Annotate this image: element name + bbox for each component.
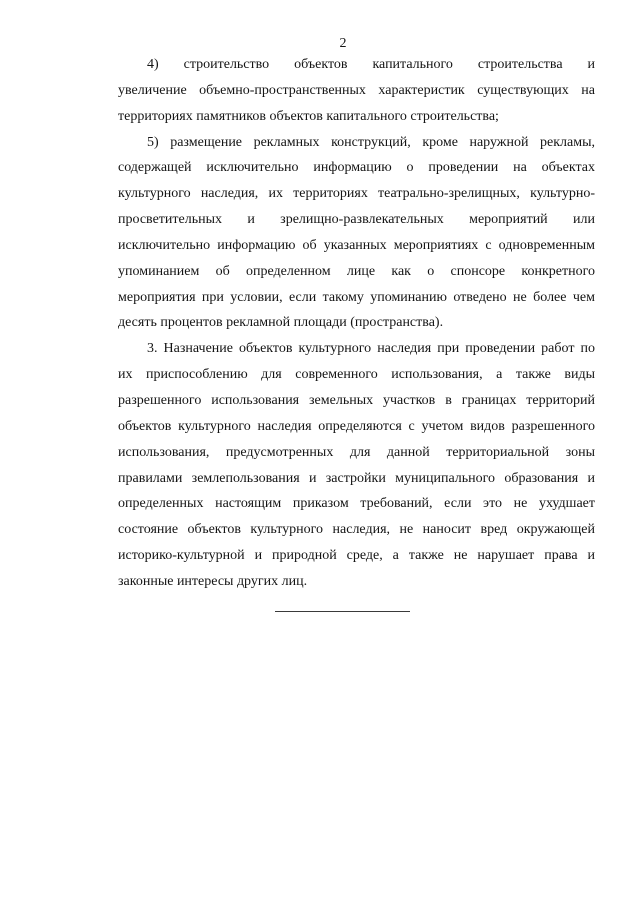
text-line: их приспособлению для современного использования, а также виды xyxy=(118,367,595,383)
paragraph-item-5 xyxy=(118,130,595,337)
text-line: 4) строительство объектов капитального строительства и xyxy=(147,57,595,72)
text-line: упоминанием об определенном лице как о спонсоре конкретного xyxy=(118,263,595,279)
text-line: 5) размещение рекламных конструкций, кроме наружной рекламы, xyxy=(147,134,595,150)
text-line: правилами землепользования и застройки муниципального образования и xyxy=(118,470,595,486)
text-line: определенных настоящим приказом требований, если это не ухудшает xyxy=(118,496,595,512)
text-line: территориях памятников объектов капитального строительства; xyxy=(118,108,499,124)
text-line: законные интересы других лиц. xyxy=(118,573,308,589)
text-line: состояние объектов культурного наследия, не наносит вред окружающей xyxy=(118,522,595,538)
text-line: исключительно информацию об указанных мероприятиях с одновременным xyxy=(118,237,595,253)
paragraph-section-3 xyxy=(118,336,595,594)
text-line: культурного наследия, их территориях театрально-зрелищных, культурно- xyxy=(118,186,595,202)
text-line: историко-культурной и природной среде, а также не нарушает права и xyxy=(118,548,595,564)
text-line: разрешенного использования земельных участков в границах территорий xyxy=(118,392,595,408)
text-line: десять процентов рекламной площади (пространства). xyxy=(118,315,444,331)
text-line: объектов культурного наследия определяются с учетом видов разрешенного xyxy=(118,418,595,434)
document-body xyxy=(118,52,595,595)
text-line: просветительных и зрелищно-развлекательных мероприятий или xyxy=(118,212,595,228)
text-line: использования, предусмотренных для данной территориальной зоны xyxy=(118,444,595,460)
closing-rule xyxy=(275,611,410,612)
text-line: 3. Назначение объектов культурного наследия при проведении работ по xyxy=(147,341,595,357)
page-number: 2 xyxy=(339,36,347,51)
paragraph-item-4 xyxy=(118,52,595,130)
text-line: мероприятия при условии, если такому упоминанию отведено не более чем xyxy=(118,289,595,305)
text-line: содержащей исключительно информацию о проведении на объектах xyxy=(118,160,595,176)
text-line: увеличение объемно-пространственных характеристик существующих на xyxy=(118,82,595,98)
